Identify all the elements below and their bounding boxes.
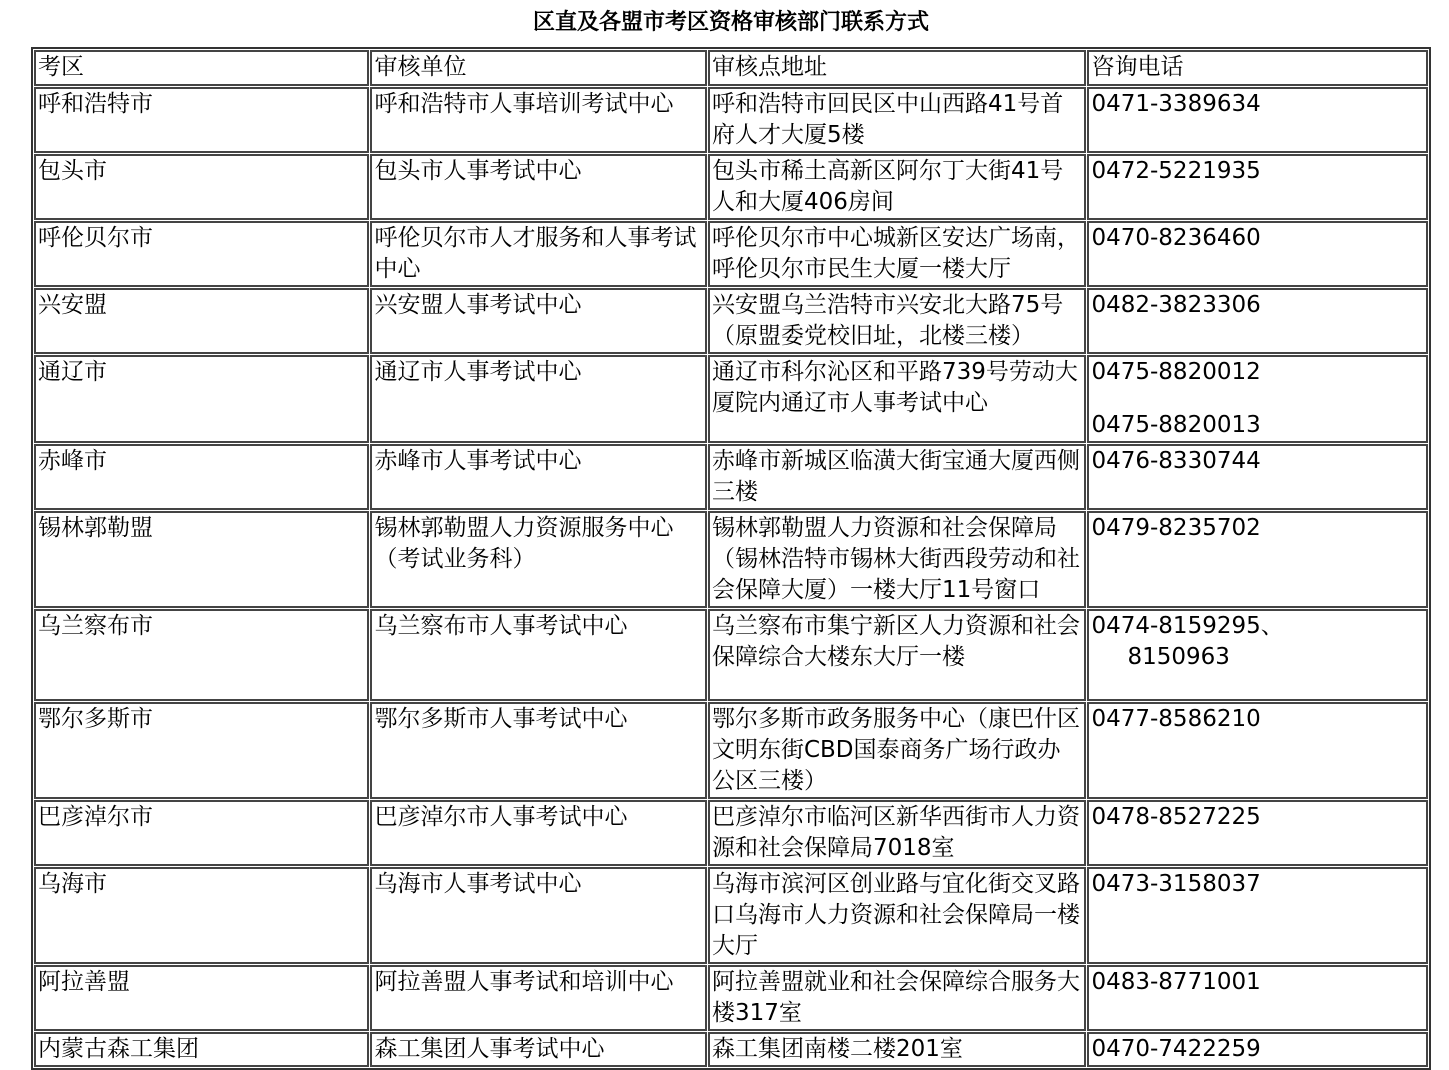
phone-cell: 0478-8527225 bbox=[1087, 800, 1428, 866]
unit-cell: 鄂尔多斯市人事考试中心 bbox=[370, 702, 706, 799]
phone-cell: 0479-8235702 bbox=[1087, 511, 1428, 608]
phone-secondary: 8150963 bbox=[1127, 644, 1230, 670]
table-row bbox=[34, 965, 1428, 1031]
unit-cell: 呼伦贝尔市人才服务和人事考试中心 bbox=[370, 221, 706, 287]
phone-primary: 0474-8159295、 bbox=[1091, 613, 1284, 639]
phone-cell: 0483-8771001 bbox=[1087, 965, 1428, 1031]
phone-primary: 0475-8820012 bbox=[1091, 359, 1261, 385]
unit-cell: 阿拉善盟人事考试和培训中心 bbox=[370, 965, 706, 1031]
phone-cell: 0477-8586210 bbox=[1087, 702, 1428, 799]
table-row bbox=[34, 1032, 1428, 1067]
area-cell: 乌兰察布市 bbox=[34, 609, 369, 701]
area-cell: 通辽市 bbox=[34, 355, 369, 443]
table-header-row bbox=[34, 50, 1428, 86]
unit-cell: 呼和浩特市人事培训考试中心 bbox=[370, 87, 706, 153]
area-cell: 乌海市 bbox=[34, 867, 369, 964]
address-cell: 乌海市滨河区创业路与宜化街交叉路口乌海市人力资源和社会保障局一楼大厅 bbox=[708, 867, 1087, 964]
page-title: 区直及各盟市考区资格审核部门联系方式 bbox=[532, 10, 929, 35]
phone-cell bbox=[1087, 609, 1428, 701]
unit-cell: 赤峰市人事考试中心 bbox=[370, 444, 706, 510]
phone-cell: 0472-5221935 bbox=[1087, 154, 1428, 220]
unit-cell: 通辽市人事考试中心 bbox=[370, 355, 706, 443]
address-cell: 森工集团南楼二楼201室 bbox=[708, 1032, 1087, 1067]
phone-cell: 0470-8236460 bbox=[1087, 221, 1428, 287]
table-row bbox=[34, 702, 1428, 799]
header-address: 审核点地址 bbox=[708, 50, 1087, 86]
address-cell: 赤峰市新城区临潢大街宝通大厦西侧三楼 bbox=[708, 444, 1087, 510]
address-cell: 阿拉善盟就业和社会保障综合服务大楼317室 bbox=[708, 965, 1087, 1031]
table-row bbox=[34, 221, 1428, 287]
phone-cell: 0476-8330744 bbox=[1087, 444, 1428, 510]
address-cell: 乌兰察布市集宁新区人力资源和社会保障综合大楼东大厅一楼 bbox=[708, 609, 1087, 701]
phone-cell: 0470-7422259 bbox=[1087, 1032, 1428, 1067]
table-row bbox=[34, 154, 1428, 220]
address-cell: 兴安盟乌兰浩特市兴安北大路75号（原盟委党校旧址，北楼三楼） bbox=[708, 288, 1087, 354]
header-area: 考区 bbox=[34, 50, 369, 86]
phone-spacer bbox=[1091, 388, 1424, 410]
unit-cell: 兴安盟人事考试中心 bbox=[370, 288, 706, 354]
area-cell: 鄂尔多斯市 bbox=[34, 702, 369, 799]
address-cell: 鄂尔多斯市政务服务中心（康巴什区文明东街CBD国泰商务广场行政办公区三楼） bbox=[708, 702, 1087, 799]
header-phone: 咨询电话 bbox=[1087, 50, 1428, 86]
phone-secondary: 0475-8820013 bbox=[1091, 412, 1261, 438]
table-row bbox=[34, 355, 1428, 443]
address-cell: 包头市稀土高新区阿尔丁大街41号人和大厦406房间 bbox=[708, 154, 1087, 220]
phone-cell: 0473-3158037 bbox=[1087, 867, 1428, 964]
address-cell: 锡林郭勒盟人力资源和社会保障局（锡林浩特市锡林大街西段劳动和社会保障大厦）一楼大厅11号窗口 bbox=[708, 511, 1087, 608]
table-row bbox=[34, 444, 1428, 510]
phone-cell bbox=[1087, 355, 1428, 443]
unit-cell: 乌海市人事考试中心 bbox=[370, 867, 706, 964]
area-cell: 锡林郭勒盟 bbox=[34, 511, 369, 608]
unit-cell: 包头市人事考试中心 bbox=[370, 154, 706, 220]
area-cell: 呼和浩特市 bbox=[34, 87, 369, 153]
unit-cell: 锡林郭勒盟人力资源服务中心（考试业务科） bbox=[370, 511, 706, 608]
address-cell: 呼和浩特市回民区中山西路41号首府人才大厦5楼 bbox=[708, 87, 1087, 153]
area-cell: 巴彦淖尔市 bbox=[34, 800, 369, 866]
table-row bbox=[34, 800, 1428, 866]
table-row bbox=[34, 511, 1428, 608]
unit-cell: 巴彦淖尔市人事考试中心 bbox=[370, 800, 706, 866]
area-cell: 赤峰市 bbox=[34, 444, 369, 510]
table-row bbox=[34, 87, 1428, 153]
area-cell: 阿拉善盟 bbox=[34, 965, 369, 1031]
phone-cell: 0471-3389634 bbox=[1087, 87, 1428, 153]
table-row bbox=[34, 288, 1428, 354]
table-row bbox=[34, 609, 1428, 701]
table-row bbox=[34, 867, 1428, 964]
area-cell: 兴安盟 bbox=[34, 288, 369, 354]
address-cell: 呼伦贝尔市中心城新区安达广场南，呼伦贝尔市民生大厦一楼大厅 bbox=[708, 221, 1087, 287]
area-cell: 内蒙古森工集团 bbox=[34, 1032, 369, 1067]
area-cell: 包头市 bbox=[34, 154, 369, 220]
area-cell: 呼伦贝尔市 bbox=[34, 221, 369, 287]
address-cell: 巴彦淖尔市临河区新华西街市人力资源和社会保障局7018室 bbox=[708, 800, 1087, 866]
address-cell: 通辽市科尔沁区和平路739号劳动大厦院内通辽市人事考试中心 bbox=[708, 355, 1087, 443]
unit-cell: 森工集团人事考试中心 bbox=[370, 1032, 706, 1067]
contact-table bbox=[31, 47, 1431, 1070]
header-unit: 审核单位 bbox=[370, 50, 706, 86]
unit-cell: 乌兰察布市人事考试中心 bbox=[370, 609, 706, 701]
phone-cell: 0482-3823306 bbox=[1087, 288, 1428, 354]
